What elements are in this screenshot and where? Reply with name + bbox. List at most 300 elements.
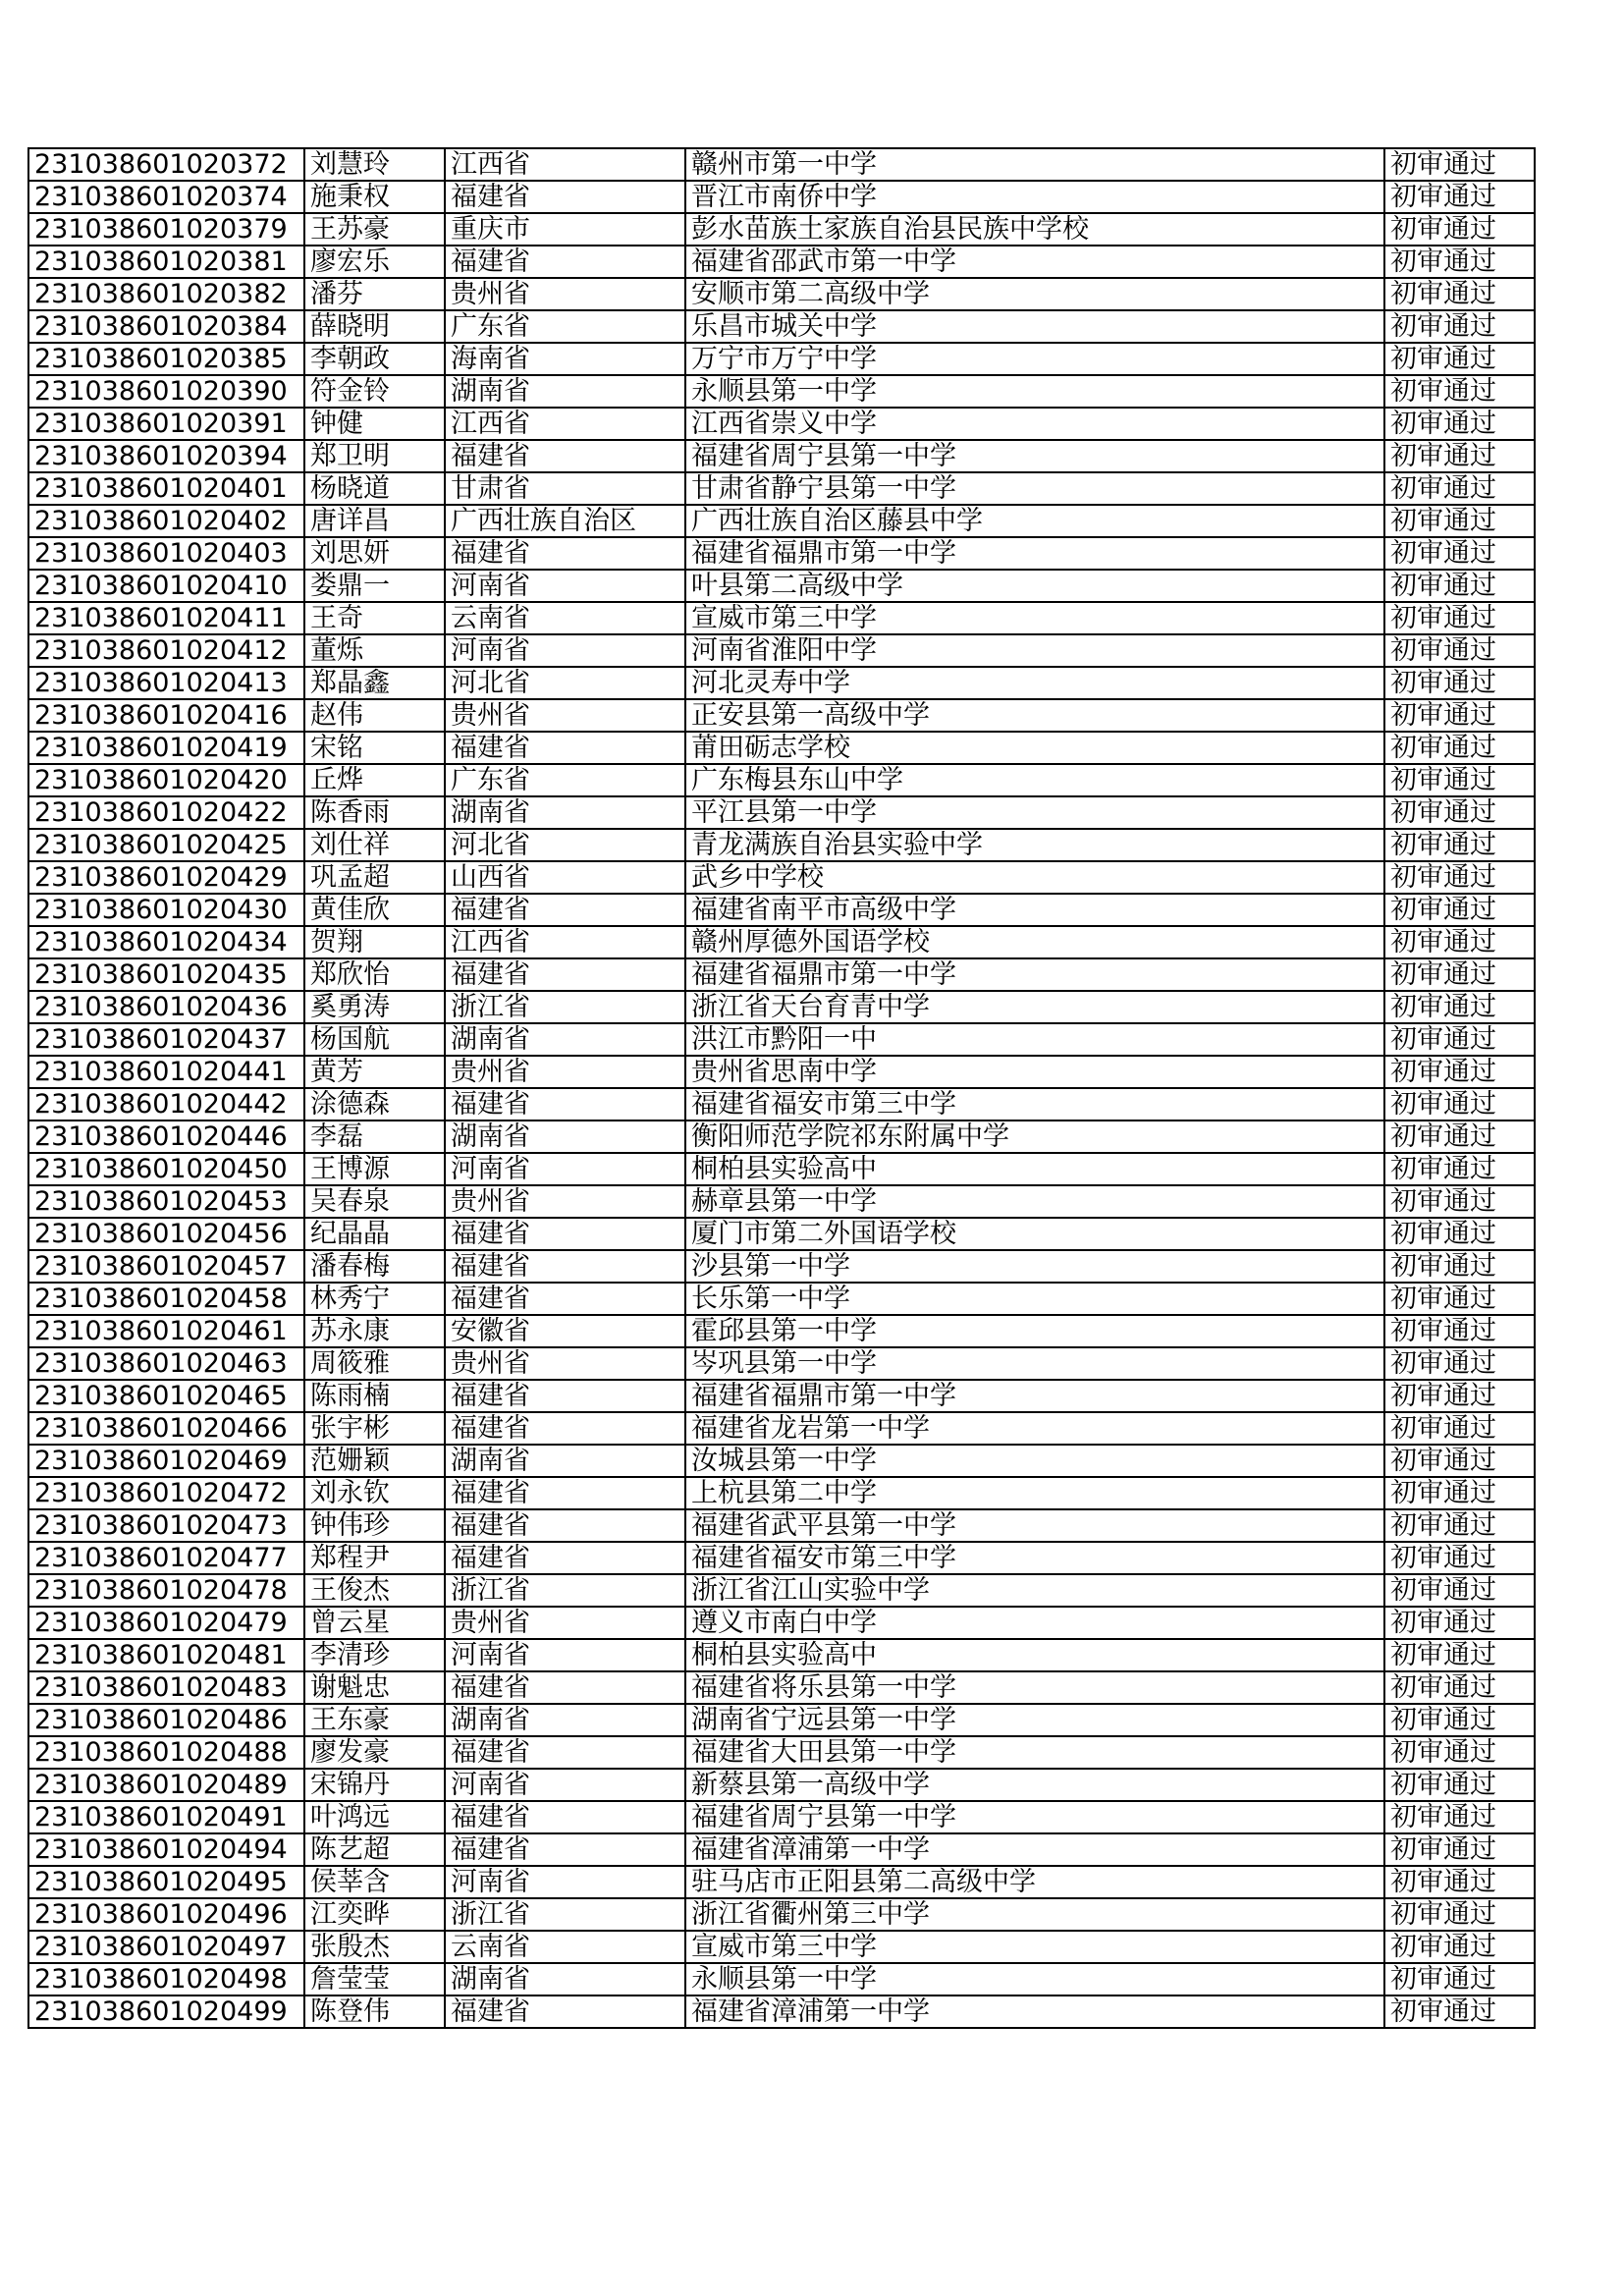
name-cell: 陈艺超 xyxy=(304,1833,445,1866)
table-row xyxy=(28,148,1535,181)
exam-id-cell: 231038601020453 xyxy=(28,1185,304,1218)
school-cell: 厦门市第二外国语学校 xyxy=(685,1218,1384,1250)
review-status-cell: 初审通过 xyxy=(1384,861,1535,894)
table-row xyxy=(28,894,1535,926)
exam-id-cell: 231038601020420 xyxy=(28,764,304,796)
school-cell: 正安县第一高级中学 xyxy=(685,699,1384,732)
table-row xyxy=(28,1769,1535,1801)
exam-id-cell: 231038601020437 xyxy=(28,1023,304,1056)
exam-id-cell: 231038601020416 xyxy=(28,699,304,732)
table-row xyxy=(28,278,1535,310)
review-status-cell: 初审通过 xyxy=(1384,310,1535,343)
province-cell: 福建省 xyxy=(445,1542,685,1574)
school-cell: 福建省福鼎市第一中学 xyxy=(685,1380,1384,1412)
name-cell: 吴春泉 xyxy=(304,1185,445,1218)
review-status-cell: 初审通过 xyxy=(1384,1574,1535,1607)
school-cell: 福建省武平县第一中学 xyxy=(685,1509,1384,1542)
school-cell: 广西壮族自治区藤县中学 xyxy=(685,505,1384,537)
name-cell: 巩孟超 xyxy=(304,861,445,894)
table-row xyxy=(28,764,1535,796)
province-cell: 福建省 xyxy=(445,1833,685,1866)
name-cell: 钟健 xyxy=(304,408,445,440)
name-cell: 黄芳 xyxy=(304,1056,445,1088)
review-status-cell: 初审通过 xyxy=(1384,1963,1535,1995)
school-cell: 福建省漳浦第一中学 xyxy=(685,1833,1384,1866)
name-cell: 江奕晔 xyxy=(304,1898,445,1931)
table-row xyxy=(28,1898,1535,1931)
applicant-roster-table xyxy=(27,147,1536,2029)
exam-id-cell: 231038601020384 xyxy=(28,310,304,343)
review-status-cell: 初审通过 xyxy=(1384,505,1535,537)
province-cell: 河北省 xyxy=(445,667,685,699)
school-cell: 长乐第一中学 xyxy=(685,1283,1384,1315)
school-cell: 乐昌市城关中学 xyxy=(685,310,1384,343)
school-cell: 河南省淮阳中学 xyxy=(685,634,1384,667)
province-cell: 河北省 xyxy=(445,829,685,861)
province-cell: 江西省 xyxy=(445,148,685,181)
province-cell: 贵州省 xyxy=(445,1056,685,1088)
name-cell: 王俊杰 xyxy=(304,1574,445,1607)
table-row xyxy=(28,1088,1535,1121)
province-cell: 重庆市 xyxy=(445,213,685,246)
review-status-cell: 初审通过 xyxy=(1384,1185,1535,1218)
province-cell: 山西省 xyxy=(445,861,685,894)
review-status-cell: 初审通过 xyxy=(1384,1218,1535,1250)
name-cell: 陈登伟 xyxy=(304,1995,445,2028)
school-cell: 晋江市南侨中学 xyxy=(685,181,1384,213)
school-cell: 河北灵寿中学 xyxy=(685,667,1384,699)
province-cell: 江西省 xyxy=(445,926,685,958)
exam-id-cell: 231038601020374 xyxy=(28,181,304,213)
review-status-cell: 初审通过 xyxy=(1384,926,1535,958)
review-status-cell: 初审通过 xyxy=(1384,472,1535,505)
review-status-cell: 初审通过 xyxy=(1384,1607,1535,1639)
review-status-cell: 初审通过 xyxy=(1384,1671,1535,1704)
exam-id-cell: 231038601020390 xyxy=(28,375,304,408)
review-status-cell: 初审通过 xyxy=(1384,1347,1535,1380)
province-cell: 广东省 xyxy=(445,310,685,343)
name-cell: 王奇 xyxy=(304,602,445,634)
exam-id-cell: 231038601020466 xyxy=(28,1412,304,1445)
province-cell: 河南省 xyxy=(445,570,685,602)
school-cell: 福建省将乐县第一中学 xyxy=(685,1671,1384,1704)
exam-id-cell: 231038601020488 xyxy=(28,1736,304,1769)
table-row xyxy=(28,699,1535,732)
review-status-cell: 初审通过 xyxy=(1384,570,1535,602)
exam-id-cell: 231038601020463 xyxy=(28,1347,304,1380)
review-status-cell: 初审通过 xyxy=(1384,181,1535,213)
school-cell: 彭水苗族土家族自治县民族中学校 xyxy=(685,213,1384,246)
review-status-cell: 初审通过 xyxy=(1384,1445,1535,1477)
province-cell: 福建省 xyxy=(445,1380,685,1412)
name-cell: 廖发豪 xyxy=(304,1736,445,1769)
name-cell: 刘永钦 xyxy=(304,1477,445,1509)
province-cell: 福建省 xyxy=(445,1412,685,1445)
province-cell: 湖南省 xyxy=(445,375,685,408)
name-cell: 郑卫明 xyxy=(304,440,445,472)
exam-id-cell: 231038601020481 xyxy=(28,1639,304,1671)
exam-id-cell: 231038601020381 xyxy=(28,246,304,278)
table-row xyxy=(28,1380,1535,1412)
exam-id-cell: 231038601020496 xyxy=(28,1898,304,1931)
review-status-cell: 初审通过 xyxy=(1384,1250,1535,1283)
table-row xyxy=(28,1995,1535,2028)
exam-id-cell: 231038601020394 xyxy=(28,440,304,472)
school-cell: 甘肃省静宁县第一中学 xyxy=(685,472,1384,505)
name-cell: 娄鼎一 xyxy=(304,570,445,602)
name-cell: 张殷杰 xyxy=(304,1931,445,1963)
name-cell: 杨晓道 xyxy=(304,472,445,505)
table-row xyxy=(28,1736,1535,1769)
province-cell: 福建省 xyxy=(445,1995,685,2028)
province-cell: 河南省 xyxy=(445,634,685,667)
school-cell: 汝城县第一中学 xyxy=(685,1445,1384,1477)
school-cell: 安顺市第二高级中学 xyxy=(685,278,1384,310)
table-row xyxy=(28,602,1535,634)
review-status-cell: 初审通过 xyxy=(1384,1769,1535,1801)
school-cell: 浙江省衢州第三中学 xyxy=(685,1898,1384,1931)
province-cell: 福建省 xyxy=(445,440,685,472)
table-row xyxy=(28,440,1535,472)
review-status-cell: 初审通过 xyxy=(1384,634,1535,667)
exam-id-cell: 231038601020498 xyxy=(28,1963,304,1995)
table-row xyxy=(28,181,1535,213)
school-cell: 桐柏县实验高中 xyxy=(685,1153,1384,1185)
province-cell: 浙江省 xyxy=(445,1574,685,1607)
name-cell: 周筱雅 xyxy=(304,1347,445,1380)
name-cell: 纪晶晶 xyxy=(304,1218,445,1250)
school-cell: 遵义市南白中学 xyxy=(685,1607,1384,1639)
name-cell: 苏永康 xyxy=(304,1315,445,1347)
review-status-cell: 初审通过 xyxy=(1384,408,1535,440)
province-cell: 河南省 xyxy=(445,1769,685,1801)
name-cell: 张宇彬 xyxy=(304,1412,445,1445)
table-row xyxy=(28,732,1535,764)
school-cell: 宣威市第三中学 xyxy=(685,602,1384,634)
exam-id-cell: 231038601020477 xyxy=(28,1542,304,1574)
table-row xyxy=(28,1347,1535,1380)
name-cell: 王博源 xyxy=(304,1153,445,1185)
table-row xyxy=(28,1412,1535,1445)
province-cell: 浙江省 xyxy=(445,1898,685,1931)
review-status-cell: 初审通过 xyxy=(1384,1056,1535,1088)
school-cell: 赣州厚德外国语学校 xyxy=(685,926,1384,958)
name-cell: 詹莹莹 xyxy=(304,1963,445,1995)
table-row xyxy=(28,1185,1535,1218)
province-cell: 贵州省 xyxy=(445,278,685,310)
name-cell: 潘芬 xyxy=(304,278,445,310)
name-cell: 李朝政 xyxy=(304,343,445,375)
school-cell: 福建省福安市第三中学 xyxy=(685,1542,1384,1574)
province-cell: 福建省 xyxy=(445,181,685,213)
review-status-cell: 初审通过 xyxy=(1384,213,1535,246)
review-status-cell: 初审通过 xyxy=(1384,343,1535,375)
review-status-cell: 初审通过 xyxy=(1384,1801,1535,1833)
school-cell: 永顺县第一中学 xyxy=(685,375,1384,408)
name-cell: 黄佳欣 xyxy=(304,894,445,926)
name-cell: 陈雨楠 xyxy=(304,1380,445,1412)
review-status-cell: 初审通过 xyxy=(1384,1995,1535,2028)
name-cell: 谢魁忠 xyxy=(304,1671,445,1704)
table-row xyxy=(28,213,1535,246)
school-cell: 上杭县第二中学 xyxy=(685,1477,1384,1509)
province-cell: 湖南省 xyxy=(445,796,685,829)
table-row xyxy=(28,1639,1535,1671)
review-status-cell: 初审通过 xyxy=(1384,1121,1535,1153)
review-status-cell: 初审通过 xyxy=(1384,1412,1535,1445)
exam-id-cell: 231038601020412 xyxy=(28,634,304,667)
province-cell: 福建省 xyxy=(445,1250,685,1283)
province-cell: 贵州省 xyxy=(445,1347,685,1380)
exam-id-cell: 231038601020434 xyxy=(28,926,304,958)
review-status-cell: 初审通过 xyxy=(1384,1023,1535,1056)
name-cell: 宋铭 xyxy=(304,732,445,764)
review-status-cell: 初审通过 xyxy=(1384,1509,1535,1542)
table-row xyxy=(28,505,1535,537)
name-cell: 刘仕祥 xyxy=(304,829,445,861)
table-row xyxy=(28,1250,1535,1283)
review-status-cell: 初审通过 xyxy=(1384,1088,1535,1121)
name-cell: 侯莘含 xyxy=(304,1866,445,1898)
province-cell: 云南省 xyxy=(445,602,685,634)
table-row xyxy=(28,861,1535,894)
province-cell: 湖南省 xyxy=(445,1963,685,1995)
name-cell: 叶鸿远 xyxy=(304,1801,445,1833)
school-cell: 武乡中学校 xyxy=(685,861,1384,894)
province-cell: 广东省 xyxy=(445,764,685,796)
review-status-cell: 初审通过 xyxy=(1384,1153,1535,1185)
name-cell: 薛晓明 xyxy=(304,310,445,343)
exam-id-cell: 231038601020494 xyxy=(28,1833,304,1866)
exam-id-cell: 231038601020411 xyxy=(28,602,304,634)
school-cell: 福建省大田县第一中学 xyxy=(685,1736,1384,1769)
school-cell: 福建省南平市高级中学 xyxy=(685,894,1384,926)
name-cell: 李清珍 xyxy=(304,1639,445,1671)
table-row xyxy=(28,1931,1535,1963)
name-cell: 范姗颖 xyxy=(304,1445,445,1477)
school-cell: 福建省周宁县第一中学 xyxy=(685,440,1384,472)
exam-id-cell: 231038601020465 xyxy=(28,1380,304,1412)
exam-id-cell: 231038601020469 xyxy=(28,1445,304,1477)
review-status-cell: 初审通过 xyxy=(1384,732,1535,764)
province-cell: 云南省 xyxy=(445,1931,685,1963)
province-cell: 海南省 xyxy=(445,343,685,375)
name-cell: 董烁 xyxy=(304,634,445,667)
review-status-cell: 初审通过 xyxy=(1384,667,1535,699)
name-cell: 贺翔 xyxy=(304,926,445,958)
province-cell: 福建省 xyxy=(445,1477,685,1509)
name-cell: 施秉权 xyxy=(304,181,445,213)
province-cell: 甘肃省 xyxy=(445,472,685,505)
exam-id-cell: 231038601020419 xyxy=(28,732,304,764)
school-cell: 青龙满族自治县实验中学 xyxy=(685,829,1384,861)
school-cell: 莆田砺志学校 xyxy=(685,732,1384,764)
school-cell: 宣威市第三中学 xyxy=(685,1931,1384,1963)
table-row xyxy=(28,1833,1535,1866)
table-row xyxy=(28,408,1535,440)
table-row xyxy=(28,958,1535,991)
province-cell: 贵州省 xyxy=(445,699,685,732)
school-cell: 叶县第二高级中学 xyxy=(685,570,1384,602)
province-cell: 湖南省 xyxy=(445,1704,685,1736)
name-cell: 符金铃 xyxy=(304,375,445,408)
table-row xyxy=(28,1056,1535,1088)
exam-id-cell: 231038601020495 xyxy=(28,1866,304,1898)
exam-id-cell: 231038601020489 xyxy=(28,1769,304,1801)
school-cell: 驻马店市正阳县第二高级中学 xyxy=(685,1866,1384,1898)
exam-id-cell: 231038601020410 xyxy=(28,570,304,602)
province-cell: 福建省 xyxy=(445,732,685,764)
table-row xyxy=(28,1542,1535,1574)
school-cell: 福建省福鼎市第一中学 xyxy=(685,537,1384,570)
exam-id-cell: 231038601020401 xyxy=(28,472,304,505)
province-cell: 河南省 xyxy=(445,1639,685,1671)
name-cell: 曾云星 xyxy=(304,1607,445,1639)
table-row xyxy=(28,829,1535,861)
exam-id-cell: 231038601020478 xyxy=(28,1574,304,1607)
name-cell: 王东豪 xyxy=(304,1704,445,1736)
review-status-cell: 初审通过 xyxy=(1384,148,1535,181)
province-cell: 安徽省 xyxy=(445,1315,685,1347)
exam-id-cell: 231038601020457 xyxy=(28,1250,304,1283)
school-cell: 赫章县第一中学 xyxy=(685,1185,1384,1218)
exam-id-cell: 231038601020425 xyxy=(28,829,304,861)
exam-id-cell: 231038601020491 xyxy=(28,1801,304,1833)
province-cell: 福建省 xyxy=(445,537,685,570)
table-row xyxy=(28,1023,1535,1056)
exam-id-cell: 231038601020442 xyxy=(28,1088,304,1121)
province-cell: 湖南省 xyxy=(445,1023,685,1056)
name-cell: 郑晶鑫 xyxy=(304,667,445,699)
table-row xyxy=(28,1671,1535,1704)
school-cell: 福建省福安市第三中学 xyxy=(685,1088,1384,1121)
name-cell: 郑欣怡 xyxy=(304,958,445,991)
table-row xyxy=(28,537,1535,570)
review-status-cell: 初审通过 xyxy=(1384,894,1535,926)
province-cell: 湖南省 xyxy=(445,1445,685,1477)
exam-id-cell: 231038601020483 xyxy=(28,1671,304,1704)
table-row xyxy=(28,1445,1535,1477)
review-status-cell: 初审通过 xyxy=(1384,440,1535,472)
school-cell: 新蔡县第一高级中学 xyxy=(685,1769,1384,1801)
exam-id-cell: 231038601020458 xyxy=(28,1283,304,1315)
table-row xyxy=(28,375,1535,408)
province-cell: 贵州省 xyxy=(445,1185,685,1218)
province-cell: 广西壮族自治区 xyxy=(445,505,685,537)
review-status-cell: 初审通过 xyxy=(1384,1639,1535,1671)
review-status-cell: 初审通过 xyxy=(1384,829,1535,861)
table-row xyxy=(28,246,1535,278)
review-status-cell: 初审通过 xyxy=(1384,1542,1535,1574)
review-status-cell: 初审通过 xyxy=(1384,1866,1535,1898)
school-cell: 浙江省江山实验中学 xyxy=(685,1574,1384,1607)
province-cell: 福建省 xyxy=(445,1736,685,1769)
name-cell: 林秀宁 xyxy=(304,1283,445,1315)
exam-id-cell: 231038601020461 xyxy=(28,1315,304,1347)
province-cell: 浙江省 xyxy=(445,991,685,1023)
province-cell: 福建省 xyxy=(445,894,685,926)
table-row xyxy=(28,343,1535,375)
review-status-cell: 初审通过 xyxy=(1384,278,1535,310)
province-cell: 河南省 xyxy=(445,1153,685,1185)
exam-id-cell: 231038601020391 xyxy=(28,408,304,440)
exam-id-cell: 231038601020441 xyxy=(28,1056,304,1088)
table-row xyxy=(28,667,1535,699)
table-row xyxy=(28,1477,1535,1509)
school-cell: 桐柏县实验高中 xyxy=(685,1639,1384,1671)
table-row xyxy=(28,796,1535,829)
province-cell: 湖南省 xyxy=(445,1121,685,1153)
exam-id-cell: 231038601020473 xyxy=(28,1509,304,1542)
table-row xyxy=(28,1121,1535,1153)
name-cell: 王苏豪 xyxy=(304,213,445,246)
table-row xyxy=(28,1218,1535,1250)
exam-id-cell: 231038601020499 xyxy=(28,1995,304,2028)
school-cell: 福建省福鼎市第一中学 xyxy=(685,958,1384,991)
name-cell: 李磊 xyxy=(304,1121,445,1153)
province-cell: 福建省 xyxy=(445,1801,685,1833)
school-cell: 沙县第一中学 xyxy=(685,1250,1384,1283)
exam-id-cell: 231038601020379 xyxy=(28,213,304,246)
review-status-cell: 初审通过 xyxy=(1384,958,1535,991)
exam-id-cell: 231038601020385 xyxy=(28,343,304,375)
table-row xyxy=(28,1801,1535,1833)
review-status-cell: 初审通过 xyxy=(1384,246,1535,278)
table-row xyxy=(28,926,1535,958)
review-status-cell: 初审通过 xyxy=(1384,1833,1535,1866)
name-cell: 唐详昌 xyxy=(304,505,445,537)
review-status-cell: 初审通过 xyxy=(1384,1477,1535,1509)
name-cell: 杨国航 xyxy=(304,1023,445,1056)
exam-id-cell: 231038601020430 xyxy=(28,894,304,926)
school-cell: 福建省龙岩第一中学 xyxy=(685,1412,1384,1445)
exam-id-cell: 231038601020435 xyxy=(28,958,304,991)
province-cell: 福建省 xyxy=(445,958,685,991)
name-cell: 刘思妍 xyxy=(304,537,445,570)
table-row xyxy=(28,1704,1535,1736)
review-status-cell: 初审通过 xyxy=(1384,764,1535,796)
school-cell: 平江县第一中学 xyxy=(685,796,1384,829)
table-row xyxy=(28,1607,1535,1639)
exam-id-cell: 231038601020472 xyxy=(28,1477,304,1509)
name-cell: 潘春梅 xyxy=(304,1250,445,1283)
province-cell: 福建省 xyxy=(445,1088,685,1121)
review-status-cell: 初审通过 xyxy=(1384,1704,1535,1736)
roster-body xyxy=(28,148,1535,2028)
province-cell: 福建省 xyxy=(445,1671,685,1704)
exam-id-cell: 231038601020450 xyxy=(28,1153,304,1185)
review-status-cell: 初审通过 xyxy=(1384,1736,1535,1769)
table-row xyxy=(28,1574,1535,1607)
name-cell: 丘烨 xyxy=(304,764,445,796)
school-cell: 湖南省宁远县第一中学 xyxy=(685,1704,1384,1736)
name-cell: 刘慧玲 xyxy=(304,148,445,181)
school-cell: 浙江省天台育青中学 xyxy=(685,991,1384,1023)
school-cell: 广东梅县东山中学 xyxy=(685,764,1384,796)
school-cell: 福建省邵武市第一中学 xyxy=(685,246,1384,278)
exam-id-cell: 231038601020402 xyxy=(28,505,304,537)
table-row xyxy=(28,991,1535,1023)
school-cell: 岑巩县第一中学 xyxy=(685,1347,1384,1380)
exam-id-cell: 231038601020456 xyxy=(28,1218,304,1250)
table-row xyxy=(28,1866,1535,1898)
name-cell: 郑程尹 xyxy=(304,1542,445,1574)
exam-id-cell: 231038601020382 xyxy=(28,278,304,310)
province-cell: 贵州省 xyxy=(445,1607,685,1639)
name-cell: 涂德森 xyxy=(304,1088,445,1121)
exam-id-cell: 231038601020446 xyxy=(28,1121,304,1153)
table-row xyxy=(28,1315,1535,1347)
